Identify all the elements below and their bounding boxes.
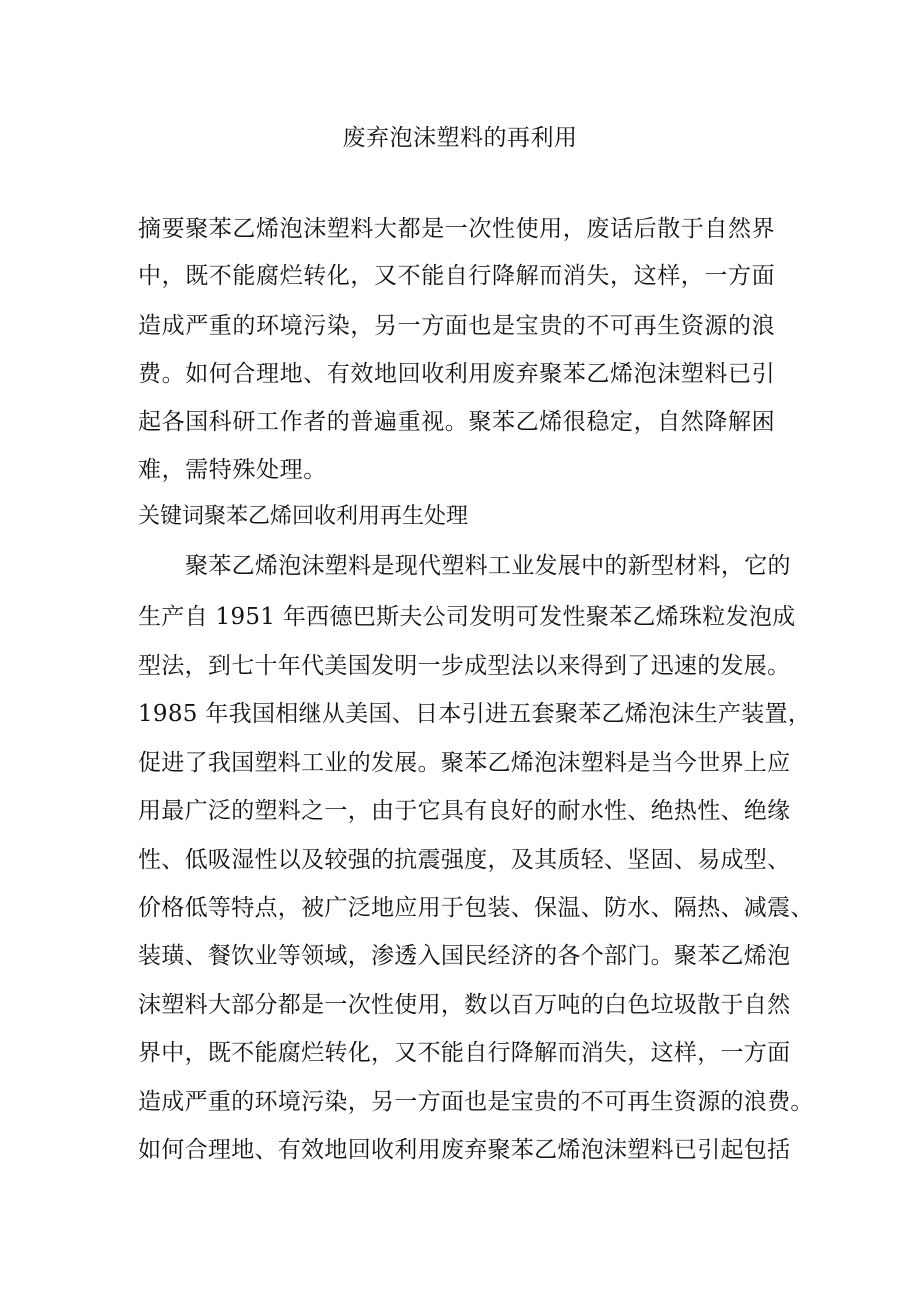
body-line: 性、低吸湿性以及较强的抗震强度，及其质轻、坚固、易成型、 — [138, 847, 791, 873]
body-line: 促进了我国塑料工业的发展。聚苯乙烯泡沫塑料是当今世界上应 — [138, 750, 791, 776]
page-title: 废弃泡沫塑料的再利用 — [342, 125, 578, 151]
body-line: 聚苯乙烯泡沫塑料是现代塑料工业发展中的新型材料，它的 — [185, 553, 791, 579]
body-line: 沫塑料大部分都是一次性使用，数以百万吨的白色垃圾散于自然 — [138, 992, 791, 1018]
body-line: 界中，既不能腐烂转化，又不能自行降解而消失，这样，一方面 — [138, 1040, 791, 1066]
body-line: 装璜、餐饮业等领域，渗透入国民经济的各个部门。聚苯乙烯泡 — [138, 943, 791, 969]
body-line: 价格低等特点，被广泛地应用于包装、保温、防水、隔热、减震、 — [138, 895, 814, 921]
abstract-line: 摘要聚苯乙烯泡沫塑料大都是一次性使用，废话后散于自然界 — [138, 216, 776, 242]
body-line: 用最广泛的塑料之一，由于它具有良好的耐水性、绝热性、绝缘 — [138, 798, 791, 824]
abstract-line: 起各国科研工作者的普遍重视。聚苯乙烯很稳定，自然降解困 — [138, 409, 776, 435]
abstract-line: 造成严重的环境污染，另一方面也是宝贵的不可再生资源的浪 — [138, 313, 776, 339]
abstract-line: 难，需特殊处理。 — [138, 457, 327, 483]
body-line: 造成严重的环境污染，另一方面也是宝贵的不可再生资源的浪费。 — [138, 1089, 814, 1115]
body-line: 生产自 1951 年西德巴斯夫公司发明可发性聚苯乙烯珠粒发泡成 — [138, 604, 796, 630]
keywords-line: 关键词聚苯乙烯回收利用再生处理 — [138, 504, 469, 529]
body-line: 型法，到七十年代美国发明一步成型法以来得到了迅速的发展。 — [138, 653, 791, 679]
abstract-line: 中，既不能腐烂转化，又不能自行降解而消失，这样，一方面 — [138, 263, 776, 289]
abstract-line: 费。如何合理地、有效地回收利用废弃聚苯乙烯泡沫塑料已引 — [138, 361, 776, 387]
body-line: 如何合理地、有效地回收利用废弃聚苯乙烯泡沫塑料已引起包括 — [138, 1137, 791, 1163]
body-line: 1985 年我国相继从美国、日本引进五套聚苯乙烯泡沫生产装置， — [138, 701, 812, 727]
